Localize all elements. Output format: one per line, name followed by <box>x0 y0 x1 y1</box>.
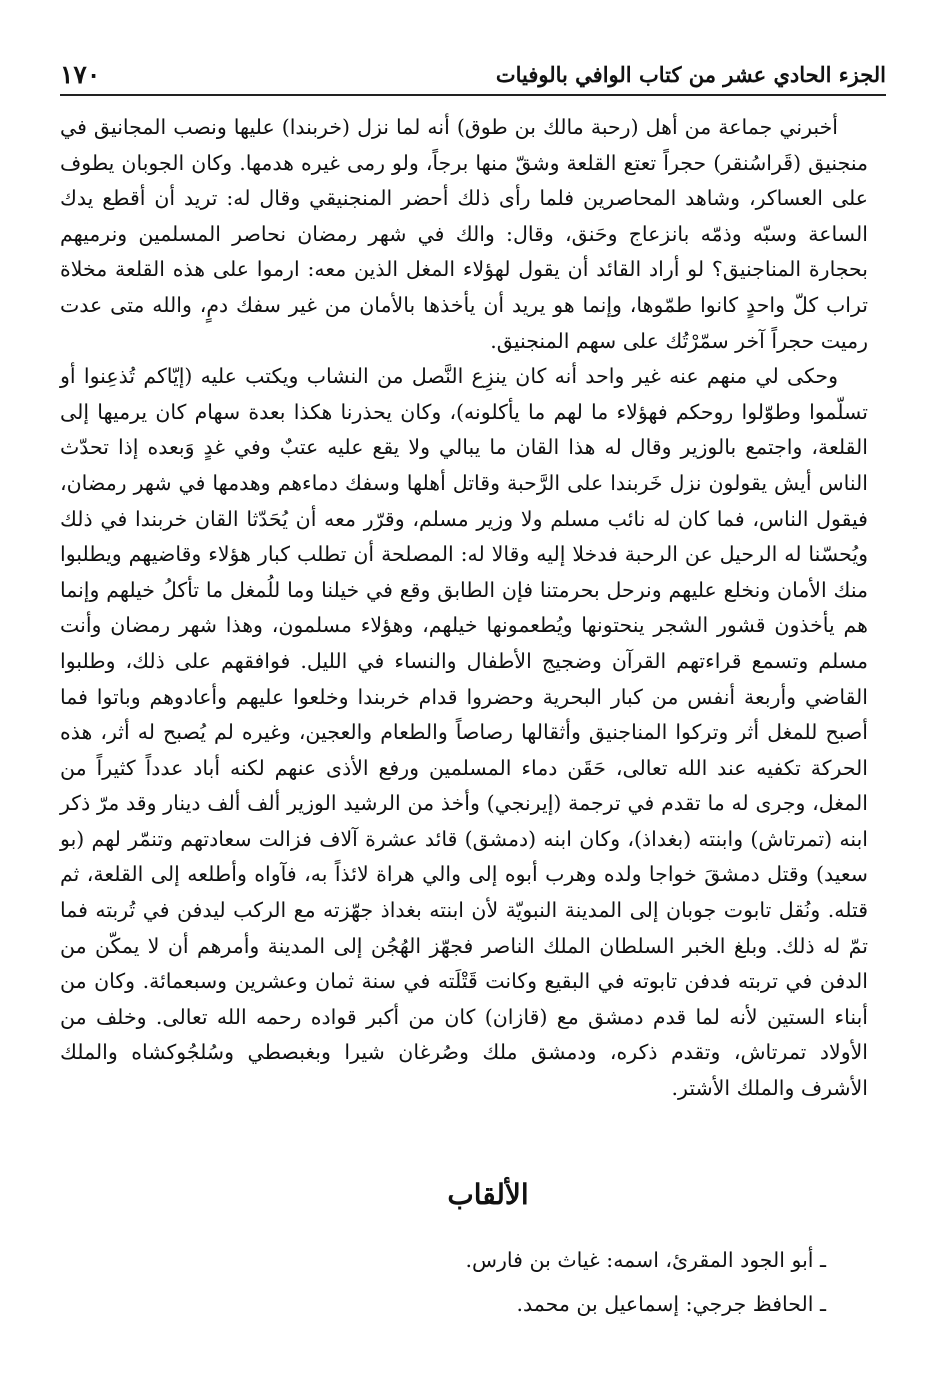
entry-list <box>60 1238 826 1326</box>
paragraph: أخبرني جماعة من أهل (رحبة مالك بن طوق) أنه لما نزل (خربندا) عليها ونصب المجانيق في منجنيق (قَراسُنقر) حجراً تعتع القلعة وشقّ منها برجاً، ولو رمى غيره هدمها. وكان الجوبان يطوف على العساكر، وشاهد المحاصرين فلما رأى ذلك أحضر المنجنيقي وقال له: تريد أن أقطع يدك الساعة وسبّه وذمّه بانزعاج وحَنق، وقال: والك في شهر رمضان نحاصر المسلمين ونرميهم بحجارة المناجنيق؟ لو أراد القائد أن يقول لهؤلاء المغل الذين معه: ارموا على هذه القلعة مخلاة تراب كلّ واحدٍ كانوا طمّوها، وإنما هو يريد أن يأخذها بالأمان من غير سفك دمٍ، والله متى عدت رميت حجراً آخر سمّرْتُك على سهم المنجنيق. <box>60 115 868 353</box>
page-header <box>60 52 886 96</box>
section-heading: الألقاب <box>447 1178 529 1211</box>
paragraph: وحكى لي منهم عنه غير واحد أنه كان ينزِع النَّصل من النشاب ويكتب عليه (إيّاكم تُذعِنوا أو تسلّموا وطوّلوا روحكم فهؤلاء ما لهم ما يأكلونه)، وكان يحذرنا هكذا بعدة سهام كان يرميها إلى القلعة، واجتمع بالوزير وقال له هذا القان ما يبالي ولا يقع عليه عتبٌ وفي غدٍ وَبعده إذا تحدّث الناس أيش يقولون نزل خَربندا على الرَّحبة وقاتل أهلها وسفك دماءهم وهدمها في شهر رمضان، فيقول الناس، فما كان له نائب مسلم ولا وزير مسلم، وقرّر معه أن يُحَدّثا القان خربندا في ذلك ويُحسّنا له الرحيل عن الرحبة فدخلا إليه وقالا له: المصلحة أن تطلب كبار هؤلاء وقاضيهم ويطلبوا منك الأمان ونخلع عليهم ونرحل بحرمتنا فإن الطابق وقع في خيلنا وما للُمغل ما تأكلُ خيلهم وإنما هم يأخذون قشور الشجر ينحتونها ويُطعمونها خيلهم، وهؤلاء مسلمون، وهذا شهر رمضان وأنت مسلم وتسمع قراءتهم القرآن وضجيج الأطفال والنساء في الليل. فوافقهم على ذلك، وطلبوا القاضي وأربعة أنفس من كبار البحرية وحضروا قدام خربندا وخلعوا عليهم وأعادوهم وباتوا فما أصبح للمغل أثر وتركوا المناجنيق وأثقالها رصاصاً والطعام والعجين، وغيره لم يُصبح له أثر، هذه الحركة تكفيه عند الله تعالى، حَقَن دماء المسلمين ورفع الأذى عنهم لكنه أباد عدداً كثيراً من المغل، وجرى له ما تقدم في ترجمة (إيرنجي) وأخذ من الرشيد الوزير ألف ألف دينار وقد مرّ ذكر ابنه (تمرتاش) وابنته (بغداذ)، وكان ابنه (دمشق) قائد عشرة آلاف فزالت سعادتهم وتنمّر لهم (بو سعيد) وقتل دمشقَ خواجا ولده وهرب أبوه إلى والي هراة لائذاً به، فآواه وأطلعه إلى القلعة، ثم قتله. ونُقل تابوت جوبان إلى المدينة النبويّة لأن ابنته بغداذ جهّزته مع الركب ليدفن في تُربته فما تمّ له ذلك. وبلغ الخبر السلطان الملك الناصر فجهّز الهُجُن إلى المدينة وأمرهم أن لا يمكّن من الدفن في تربته فدفن تابوته في البقيع وكانت قَتْلَته في سنة ثمان وعشرين وسبعمائة. وكان من أبناء الستين لأنه لما قدم دمشق مع (قازان) كان من أكبر قواده رحمه الله تعالى. وخلف من الأولاد تمرتاش، وتقدم ذكره، ودمشق ملك وصُرغان شيرا وبغبصطي وسُلجُوكشاه والملك الأشرف والملك الأشتر. <box>60 364 868 1101</box>
body-text <box>60 110 868 1107</box>
list-item: ـ الحافظ جرجي: إسماعيل بن محمد. <box>516 1292 826 1316</box>
page-number: ١٧٠ <box>60 60 101 89</box>
list-item: ـ أبو الجود المقرئ، اسمه: غياث بن فارس. <box>465 1248 826 1272</box>
running-title: الجزء الحادي عشر من كتاب الوافي بالوفيات <box>495 62 886 87</box>
